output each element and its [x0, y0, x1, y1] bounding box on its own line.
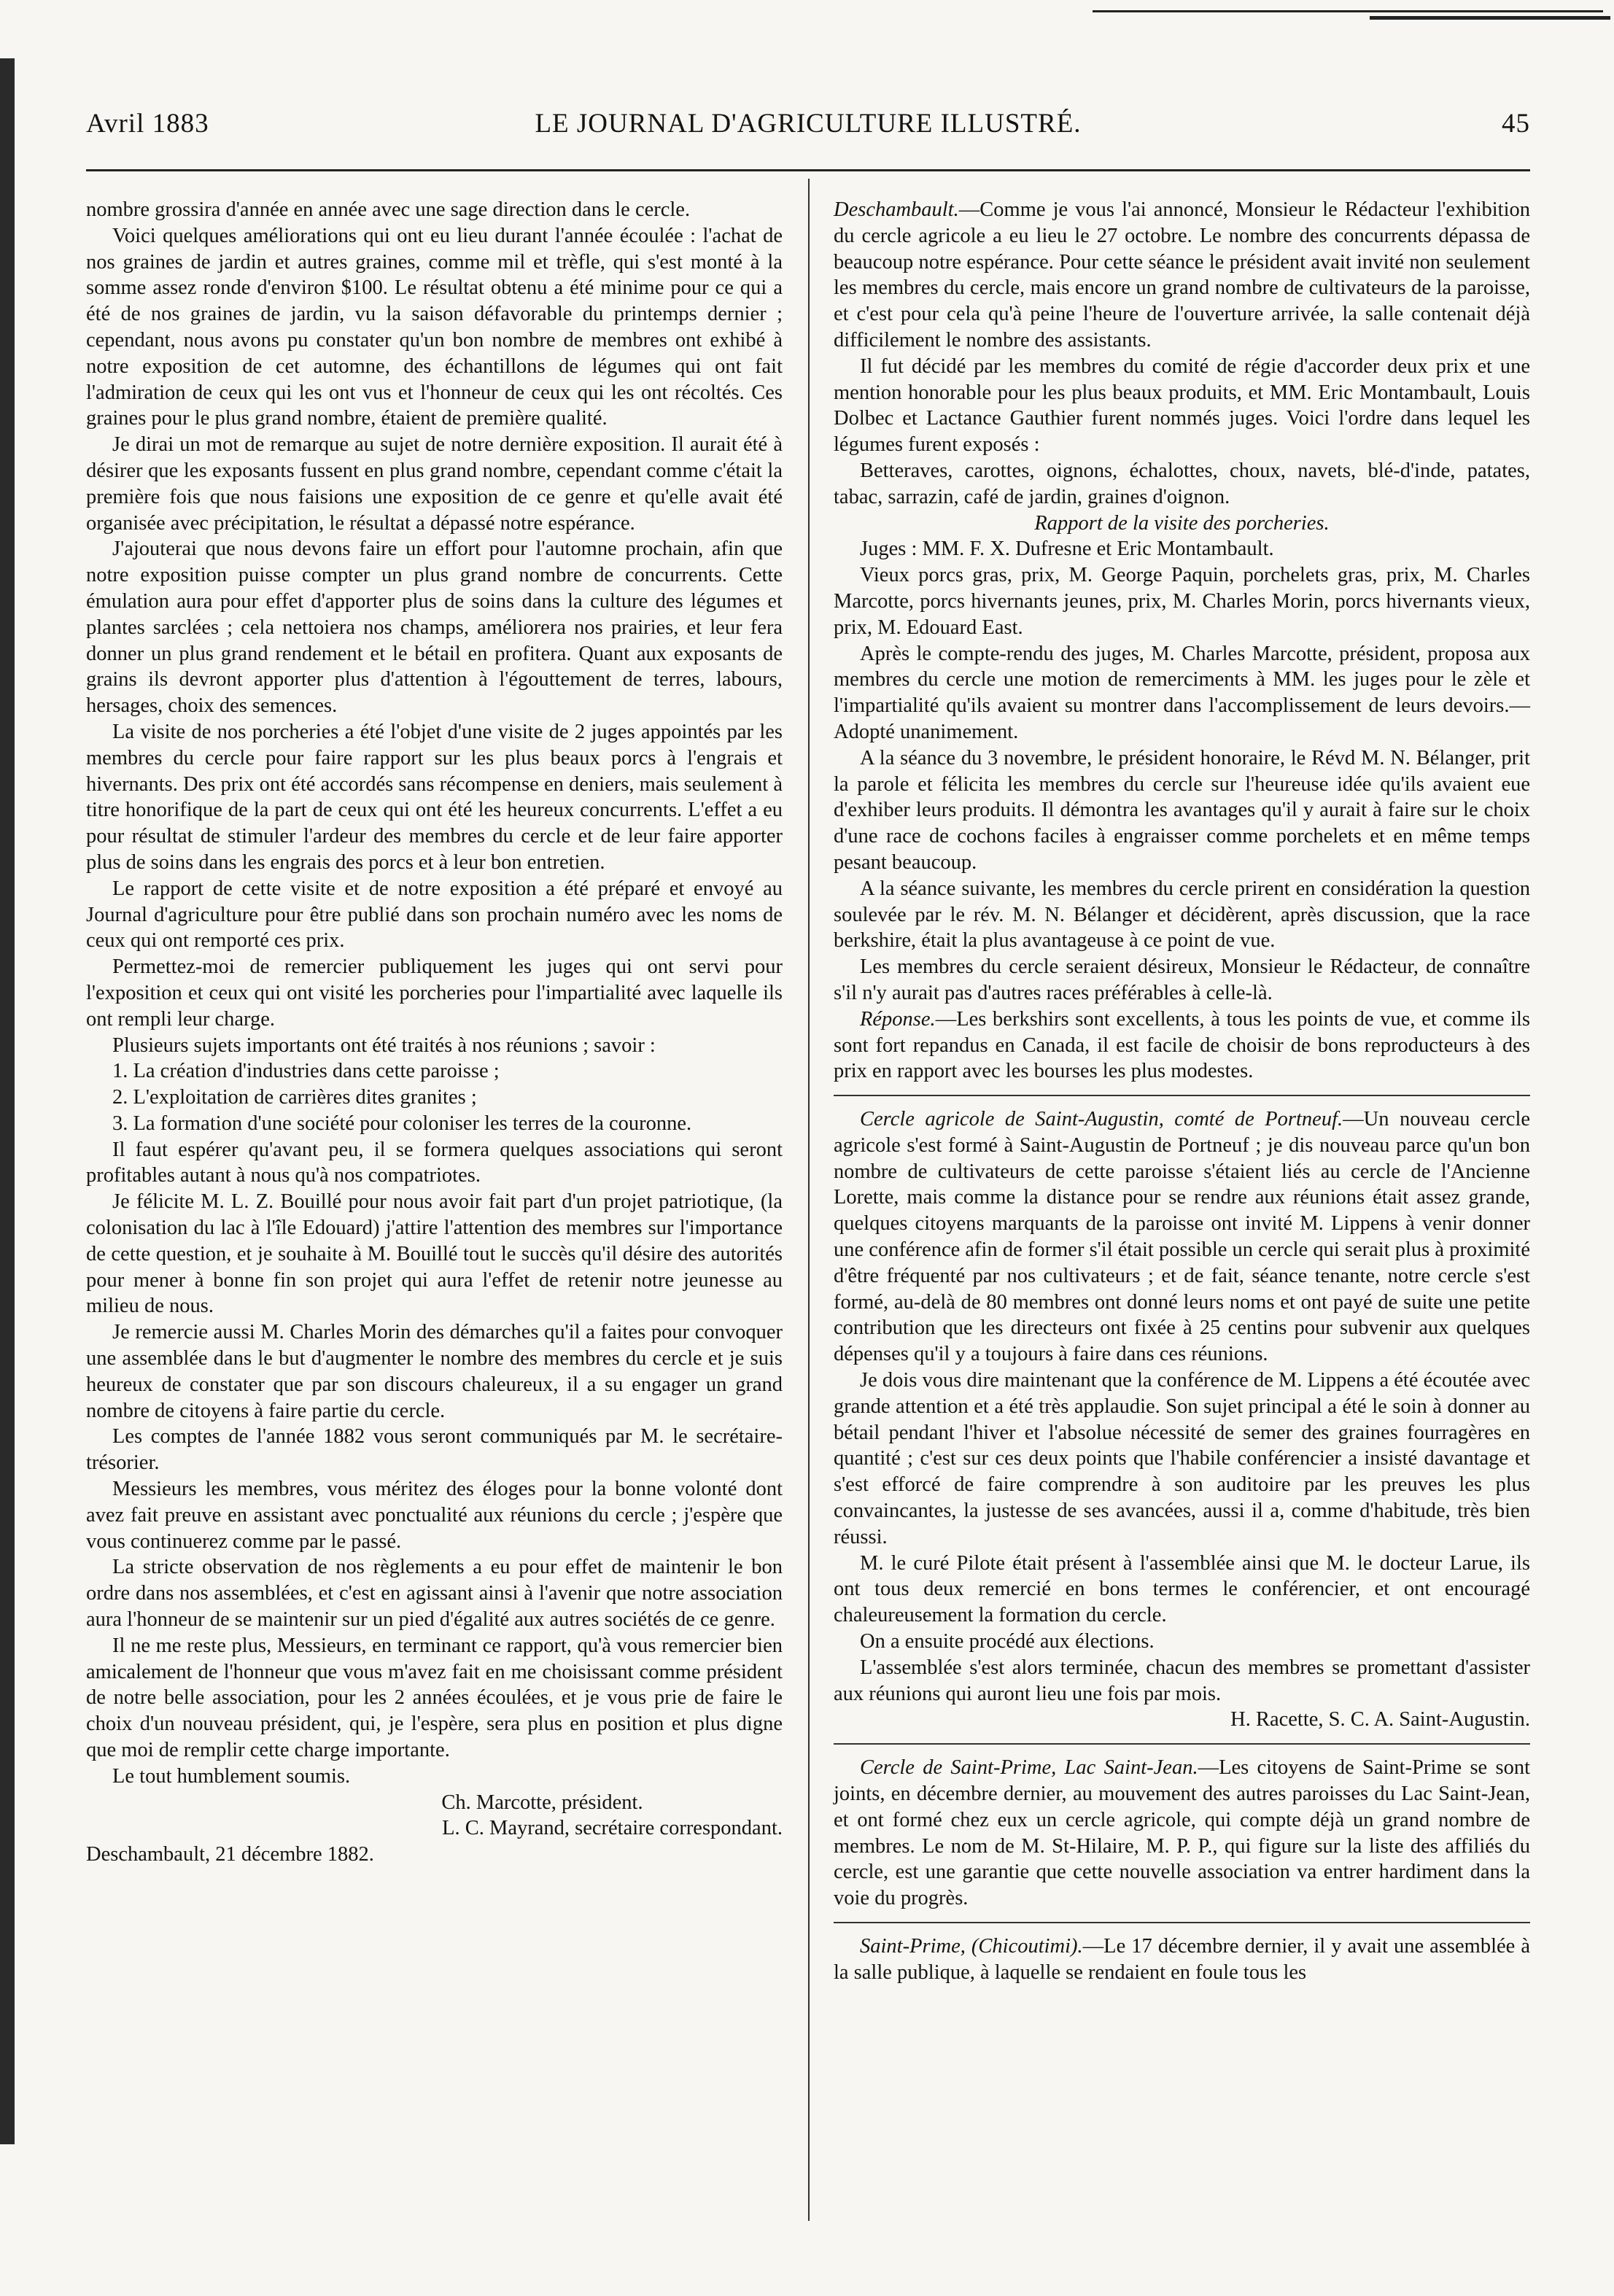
paragraph: Vieux porcs gras, prix, M. George Paquin, porchelets gras, prix, M. Charles Marcotte, porcs hivernants jeunes, prix, M. Charles Morin, porcs hivernants vieux, prix, M. Edouard East. — [834, 564, 1530, 639]
paragraph: La stricte observation de nos règlements a eu pour effet de maintenir le bon ordre dans nos assemblées, et c'est en agissant ainsi à l'avenir que notre association aura l'honneur de se maintenir sur un pied d'égalité aux autres sociétés de ce genre. — [86, 1556, 783, 1632]
right-column — [834, 197, 1530, 1986]
paragraph: Il faut espérer qu'avant peu, il se formera quelques associations qui seront profitables autant à nous qu'à nos compatriotes. — [86, 1138, 783, 1187]
header-date: Avril 1883 — [86, 109, 209, 139]
scan-edge — [0, 58, 15, 2144]
paragraph — [834, 197, 1530, 354]
article-lead: Cercle agricole de Saint-Augustin, comté de Portneuf. — [860, 1108, 1343, 1131]
paragraph-text: —Le 17 décembre dernier, il y avait une assemblée à la salle publique, à laquelle se rendaient en foule tous les — [834, 1935, 1530, 1984]
column-divider — [808, 179, 810, 2221]
paragraph — [834, 1934, 1530, 1986]
paragraph — [834, 1106, 1530, 1368]
left-column — [86, 197, 783, 1868]
paragraph: Le rapport de cette visite et de notre exposition a été préparé et envoyé au Journal d'agriculture pour être publié dans son prochain numéro avec les noms de ceux qui ont remporté ces prix. — [86, 877, 783, 953]
paragraph-text: —Les berkshirs sont excellents, à tous les points de vue, et comme ils sont fort repandus en Canada, il est facile de choisir de bons reproducteurs à des prix en rapport avec les bourses les plus modestes. — [834, 1007, 1530, 1083]
paragraph: A la séance du 3 novembre, le président honoraire, le Révd M. N. Bélanger, prit la parole et félicita les membres du cercle sur l'heureuse idée qu'ils avaient eue d'exhiber leurs produits. Il démontra les avantages qu'il y aurait à faire sur le choix d'une race de cochons faciles à engraisser comme porchelets et en même temps pesant beaucoup. — [834, 746, 1530, 874]
paragraph: Messieurs les membres, vous méritez des éloges pour la bonne volonté dont avez fait preuve en assistant avec ponctualité aux réunions du cercle ; j'espère que vous continuerez comme par le passé. — [86, 1478, 783, 1553]
newspaper-page — [86, 0, 1530, 2296]
section-heading: Rapport de la visite des porcheries. — [1034, 511, 1330, 535]
topics-list — [86, 1058, 783, 1136]
dateline: Deschambault, 21 décembre 1882. — [86, 1843, 374, 1866]
paragraph: Permettez-moi de remercier publiquement les juges qui ont servi pour l'exposition et ceux qui ont visité les porcheries pour l'impartialité avec laquelle ils ont rempli leur charge. — [86, 955, 783, 1031]
paragraph: Le tout humblement soumis. — [112, 1764, 351, 1788]
paragraph: M. le curé Pilote était présent à l'assemblée ainsi que M. le docteur Larue, ils ont tous deux remercié en bons termes le conférencier, et ont encouragé chaleureusement la formation du cercle. — [834, 1551, 1530, 1627]
paragraph: nombre grossira d'année en année avec une sage direction dans le cercle. — [86, 198, 691, 221]
paragraph-text: —Un nouveau cercle agricole s'est formé à Saint-Augustin de Portneuf ; je dis nouveau parce qu'un bon nombre de cultivateurs de cette paroisse s'étaient liés au cercle de l'Ancienne Lorette, mais comme la distance pour se rendre aux réunions était assez grande, quelques citoyens marquants de la paroisse ont invité M. Lippens à venir donner une conférence afin de former s'il était possible un cercle qui serait plus à proximité d'être fréquenté par nos cultivateurs ; et de fait, séance tenante, notre cercle s'est formé, au-delà de 80 membres ont donné leurs noms et ont payé de suite une petite contribution que les directeurs ont fixée à 25 centins pour subvenir aux quelques dépenses qu'il y a toujours à faire dans ces réunions. — [834, 1108, 1531, 1366]
article-lead: Saint-Prime, (Chicoutimi). — [860, 1935, 1083, 1958]
list-item: 3. La formation d'une société pour coloniser les terres de la couronne. — [112, 1112, 692, 1135]
reply-lead: Réponse. — [860, 1007, 936, 1031]
paragraph: L'assemblée s'est alors terminée, chacun des membres se promettant d'assister aux réunions qui auront lieu une fois par mois. — [834, 1656, 1530, 1705]
paragraph: Voici quelques améliorations qui ont eu lieu durant l'année écoulée : l'achat de nos graines de jardin et autres graines, comme mil et trèfle, qui s'est monté à la somme assez ronde d'environ $100. Le résultat obtenu a été minime pour ce qui a été de nos graines de jardin, vu la saison défavorable du printemps dernier ; cependant, nous avons pu constater qu'un bon nombre de membres ont exhibé à notre exposition de cet automne, des échantillons de légumes qui ont fait l'admiration de ceux qui les ont vus et l'honneur de ceux qui les ont récoltés. Ces graines pour le plus grand nombre, étaient de première qualité. — [86, 224, 783, 430]
paragraph — [834, 1007, 1530, 1085]
paragraph: Il fut décidé par les membres du comité de régie d'accorder deux prix et une mention honorable pour les plus beaux produits, et MM. Eric Montambault, Louis Dolbec et Lactance Gauthier furent nommés juges. Voici l'ordre dans lequel les légumes furent exposés : — [834, 354, 1530, 457]
paragraph: Je félicite M. L. Z. Bouillé pour nous avoir fait part d'un projet patriotique, (la colonisation du lac à l'île Edouard) j'attire l'attention des membres sur l'importance de cette question, et je souhaite à M. Bouillé tout le succès qu'il désire des autorités pour mener à bonne fin son projet qui aura l'effet de retenir notre jeunesse au milieu de nous. — [86, 1190, 783, 1318]
top-rule — [1093, 10, 1603, 12]
paragraph: Je dirai un mot de remarque au sujet de notre dernière exposition. Il aurait été à désirer que les exposants fussent en plus grand nombre, cependant comme c'était la première fois que nous faisions une exposition de ce genre et qu'elle avait été organisée avec précipitation, le résultat a dépassé notre espérance. — [86, 433, 783, 535]
list-item: 1. La création d'industries dans cette paroisse ; — [112, 1060, 500, 1083]
top-rule-thick — [1370, 16, 1610, 20]
paragraph: Il ne me reste plus, Messieurs, en terminant ce rapport, qu'à vous remercier bien amicalement de l'honneur que vous m'avez fait en me choisissant comme président de notre belle association, pour les 2 années écoulées, et je vous prie de faire le choix d'un nouveau président, qui, je l'espère, sera plus en position et plus digne que moi de remplir cette charge importante. — [86, 1634, 783, 1762]
paragraph-text: —Comme je vous l'ai annoncé, Monsieur le Rédacteur l'exhibition du cercle agricole a eu lieu le 27 octobre. Le nombre des concurrents dépassa de beaucoup notre espérance. Pour cette séance le président avait invité non seulement les membres du cercle, mais encore un grand nombre de cultivateurs de la paroisse, et c'est pour cela qu'à peine l'heure de l'ouverture arrivée, la salle contenait déjà difficilement le nombre des assistants. — [834, 198, 1530, 352]
section-rule — [834, 1095, 1530, 1096]
signature-president: Ch. Marcotte, président. — [441, 1791, 643, 1814]
paragraph — [834, 1755, 1530, 1912]
paragraph: Betteraves, carottes, oignons, échalottes, choux, navets, blé-d'inde, patates, tabac, sarrazin, café de jardin, graines d'oignon. — [834, 459, 1530, 508]
section-rule — [834, 1922, 1530, 1923]
page-number: 45 — [1502, 109, 1530, 139]
running-header — [86, 108, 1530, 146]
paragraph: Les comptes de l'année 1882 vous seront communiqués par M. le secrétaire-trésorier. — [86, 1425, 783, 1475]
paragraph: Les membres du cercle seraient désireux, Monsieur le Rédacteur, de connaître s'il n'y aurait pas d'autres races préférables à celle-là. — [834, 955, 1530, 1004]
header-rule — [86, 169, 1530, 171]
paragraph: Après le compte-rendu des juges, M. Charles Marcotte, président, proposa aux membres du cercle une motion de remerciments à MM. les juges pour le zèle et l'impartialité qu'ils avaient su montrer dans l'accomplissement de leurs devoirs.—Adopté unanimement. — [834, 642, 1530, 743]
paragraph: Je remercie aussi M. Charles Morin des démarches qu'il a faites pour convoquer une assemblée dans le but d'augmenter le nombre des membres du cercle et je suis heureux de constater que par son discours chaleureux, il a su engager un grand nombre de citoyens à faire partie du cercle. — [86, 1321, 783, 1422]
paragraph: Je dois vous dire maintenant que la conférence de M. Lippens a été écoutée avec grande attention et a été très applaudie. Son sujet principal a été le soin à donner au bétail pendant l'hiver et l'absolue nécessité de semer des graines fourragères en quantité ; c'est sur ces deux points que l'habile conférencier a insisté davantage et s'est efforcé de faire comprendre à son auditoire par les preuves les plus convaincantes, la justesse de ses avancées, aussi il a, comme d'habitude, très bien réussi. — [834, 1369, 1530, 1548]
article-lead: Cercle de Saint-Prime, Lac Saint-Jean. — [860, 1756, 1198, 1780]
paragraph: A la séance suivante, les membres du cercle prirent en considération la question soulevée par le rév. M. N. Bélanger et décidèrent, après discussion, que la race berkshire, était la plus avantageuse à ce point de vue. — [834, 877, 1530, 953]
paragraph: La visite de nos porcheries a été l'objet d'une visite de 2 juges appointés par les membres du cercle pour faire rapport sur les plus beaux porcs à l'engrais et hivernants. Des prix ont été accordés sans récompense en deniers, mais seulement à titre honorifique de la part de ceux qui ont été les heureux concurrents. L'effet a eu pour résultat de stimuler l'ardeur des membres du cercle et de leur faire apporter plus de soins dans les engrais des porcs et à leur bon entretien. — [86, 720, 783, 874]
header-title: LE JOURNAL D'AGRICULTURE ILLUSTRÉ. — [535, 109, 1082, 139]
list-item: 2. L'exploitation de carrières dites granites ; — [112, 1086, 477, 1109]
paragraph: Juges : MM. F. X. Dufresne et Eric Montambault. — [860, 538, 1274, 561]
paragraph: J'ajouterai que nous devons faire un effort pour l'automne prochain, afin que notre exposition puisse compter un plus grand nombre de concurrents. Cette émulation aura pour effet d'apporter plus de soins dans la culture des légumes et plantes sarclées ; cela nettoiera nos champs, améliorera nos prairies, et leur fera donner un plus grand rendement et le bétail en profitera. Quant aux exposants de grains ils devront apporter plus d'attention à l'égouttement de terres, labours, hersages, choix des semences. — [86, 538, 783, 718]
section-rule — [834, 1743, 1530, 1745]
paragraph: On a ensuite procédé aux élections. — [860, 1630, 1155, 1653]
paragraph-text: —Les citoyens de Saint-Prime se sont joints, en décembre dernier, au mouvement des autres paroisses du Lac Saint-Jean, et ont formé chez eux un cercle agricole, qui compte déjà un grand nombre de membres. Le nom de M. St-Hilaire, M. P. P., qui figure sur la liste des affiliés du cercle, est une garantie que cette nouvelle association va entrer hardiment dans la voie du progrès. — [834, 1756, 1530, 1910]
place-lead: Deschambault. — [834, 198, 959, 221]
paragraph: Plusieurs sujets importants ont été traités à nos réunions ; savoir : — [112, 1033, 656, 1057]
signature-racette: H. Racette, S. C. A. Saint-Augustin. — [1230, 1708, 1530, 1731]
signature-secretary: L. C. Mayrand, secrétaire correspondant. — [442, 1817, 783, 1840]
